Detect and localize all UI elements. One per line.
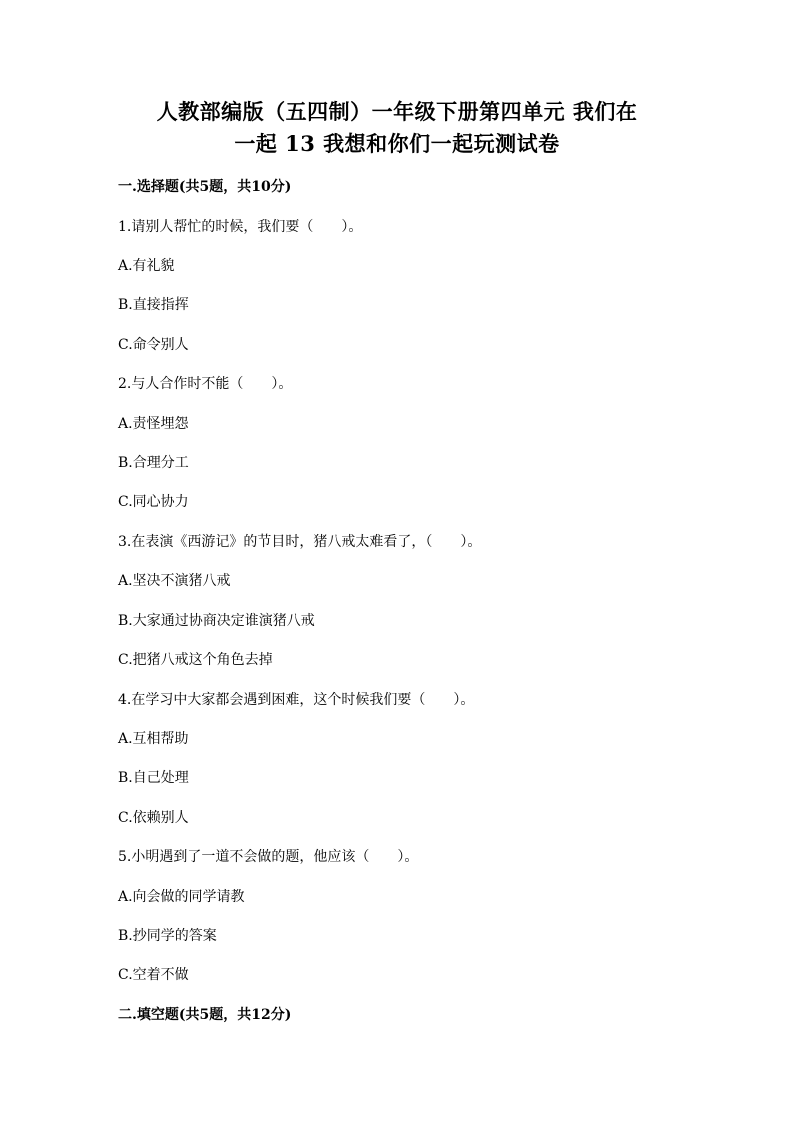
question-4-option-a: A.互相帮助 [118,731,189,747]
question-5-option-c: C.空着不做 [118,967,189,983]
question-5-stem: 5.小明遇到了一道不会做的题，他应该（ ）。 [118,849,419,865]
question-4-option-b: B.自己处理 [118,770,189,786]
question-2-option-c: C.同心协力 [118,494,189,510]
question-2-stem: 2.与人合作时不能（ ）。 [118,376,293,392]
document-title-line-1: 人教部编版（五四制）一年级下册第四单元 我们在 [156,99,638,124]
question-4-option-c: C.依赖别人 [118,810,189,826]
question-1-option-a: A.有礼貌 [118,258,175,274]
question-5-option-b: B.抄同学的答案 [118,928,217,944]
section-heading-choice: 一.选择题(共5题，共10分) [118,179,292,195]
document-title-line-2: 一起 13 我想和你们一起玩测试卷 [234,131,560,156]
question-3-option-c: C.把猪八戒这个角色去掉 [118,652,273,668]
question-1-option-b: B.直接指挥 [118,297,189,313]
question-1-stem: 1.请别人帮忙的时候，我们要（ ）。 [118,219,363,235]
question-3-stem: 3.在表演《西游记》的节目时，猪八戒太难看了，（ ）。 [118,534,482,550]
question-2-option-b: B.合理分工 [118,455,189,471]
section-heading-fill-blank: 二.填空题(共5题，共12分) [118,1007,292,1023]
question-1-option-c: C.命令别人 [118,337,189,353]
question-2-option-a: A.责怪埋怨 [118,416,189,432]
question-3-option-a: A.坚决不演猪八戒 [118,573,231,589]
question-5-option-a: A.向会做的同学请教 [118,889,245,905]
question-3-option-b: B.大家通过协商决定谁演猪八戒 [118,613,315,629]
question-4-stem: 4.在学习中大家都会遇到困难，这个时候我们要（ ）。 [118,692,475,708]
